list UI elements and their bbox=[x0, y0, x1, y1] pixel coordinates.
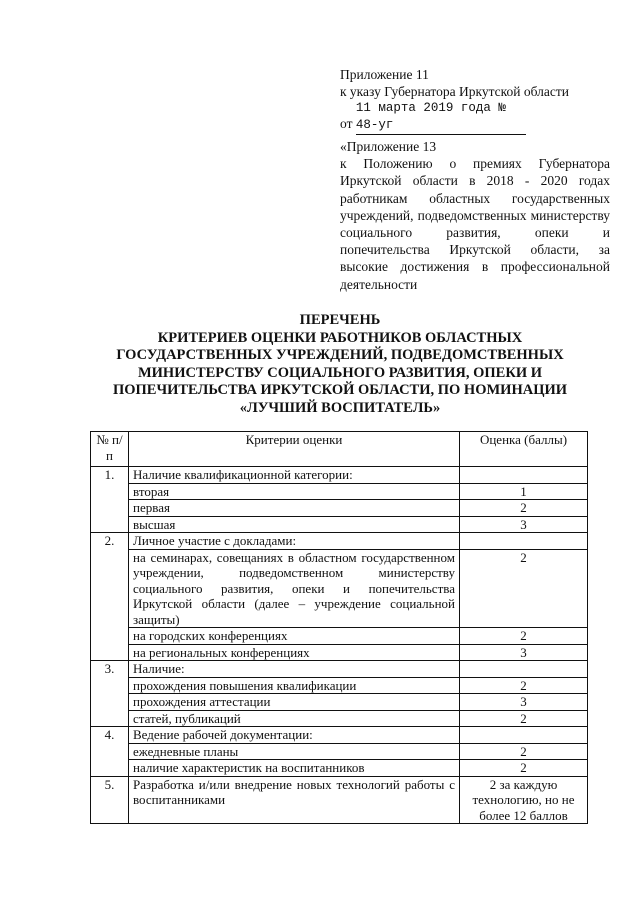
criterion-text: на городских конференциях bbox=[129, 628, 460, 645]
criterion-text: высшая bbox=[129, 516, 460, 533]
table-row bbox=[91, 743, 588, 760]
section-title: Разработка и/или внедрение новых технологий работы с воспитанниками bbox=[129, 776, 460, 824]
criteria-table bbox=[90, 431, 588, 824]
table-row bbox=[91, 549, 588, 628]
criterion-text: статей, публикаций bbox=[129, 710, 460, 727]
table-row bbox=[91, 727, 588, 744]
criterion-score: 3 bbox=[460, 694, 588, 711]
table-row bbox=[91, 694, 588, 711]
criterion-score: 3 bbox=[460, 516, 588, 533]
table-row bbox=[91, 628, 588, 645]
table-row bbox=[91, 500, 588, 517]
annex-from-label: от bbox=[340, 116, 353, 131]
criterion-text: на региональных конференциях bbox=[129, 644, 460, 661]
title-line6: «ЛУЧШИЙ ВОСПИТАТЕЛЬ» bbox=[239, 399, 441, 416]
header-num: № п/п bbox=[91, 432, 129, 467]
table-row bbox=[91, 760, 588, 777]
header-score: Оценка (баллы) bbox=[460, 432, 588, 467]
section-title: Ведение рабочей документации: bbox=[129, 727, 460, 744]
table-row bbox=[91, 516, 588, 533]
section-title: Наличие квалификационной категории: bbox=[129, 467, 460, 484]
section-number: 3. bbox=[91, 661, 129, 727]
criterion-text: ежедневные планы bbox=[129, 743, 460, 760]
section-number: 4. bbox=[91, 727, 129, 777]
criterion-text: вторая bbox=[129, 483, 460, 500]
criterion-score: 2 bbox=[460, 760, 588, 777]
score-cell-empty bbox=[460, 661, 588, 678]
score-cell-empty bbox=[460, 533, 588, 550]
criterion-text: прохождения аттестации bbox=[129, 694, 460, 711]
annex-date-line bbox=[340, 100, 610, 135]
criterion-score: 2 bbox=[460, 677, 588, 694]
criterion-score: 3 bbox=[460, 644, 588, 661]
criterion-score: 2 bbox=[460, 710, 588, 727]
table-row bbox=[91, 467, 588, 484]
header-criteria: Критерии оценки bbox=[129, 432, 460, 467]
criterion-text: прохождения повышения квалификации bbox=[129, 677, 460, 694]
criterion-score: 1 bbox=[460, 483, 588, 500]
annex-header bbox=[340, 66, 610, 135]
criterion-score: 2 bbox=[460, 628, 588, 645]
annex-inner-text: к Положению о премиях Губернатора Иркутской области в 2018 - 2020 годах работникам областных государственных учреждений, подведомственных министерству социального развития, опеки и попечительства Иркутской области, за высокие достижения в профессиональной деятельности bbox=[340, 156, 610, 292]
score-cell-empty bbox=[460, 727, 588, 744]
criterion-score: 2 bbox=[460, 549, 588, 628]
section-title: Наличие: bbox=[129, 661, 460, 678]
title-line1: ПЕРЕЧЕНЬ bbox=[299, 312, 381, 328]
title-line5: ПОПЕЧИТЕЛЬСТВА ИРКУТСКОЙ ОБЛАСТИ, ПО НОМИНАЦИИ bbox=[112, 382, 568, 398]
table-header-row bbox=[91, 432, 588, 467]
section-number: 2. bbox=[91, 533, 129, 661]
annex-date-number: 11 марта 2019 года № 48-уг bbox=[356, 100, 526, 135]
table-row bbox=[91, 483, 588, 500]
table-row bbox=[91, 661, 588, 678]
title-line3: ГОСУДАРСТВЕННЫХ УЧРЕЖДЕНИЙ, ПОДВЕДОМСТВЕННЫХ bbox=[116, 347, 564, 363]
annex-inner-line1: «Приложение 13 bbox=[340, 139, 437, 154]
document-title bbox=[90, 312, 590, 417]
title-line2: КРИТЕРИЕВ ОЦЕНКИ РАБОТНИКОВ ОБЛАСТНЫХ bbox=[157, 329, 523, 346]
criterion-text: наличие характеристик на воспитанников bbox=[129, 760, 460, 777]
section-title: Личное участие с докладами: bbox=[129, 533, 460, 550]
table-row bbox=[91, 677, 588, 694]
criterion-score: 2 bbox=[460, 743, 588, 760]
section-number: 1. bbox=[91, 467, 129, 533]
table-row bbox=[91, 533, 588, 550]
criterion-score: 2 за каждую технологию, но не более 12 баллов bbox=[460, 776, 588, 824]
score-cell-empty bbox=[460, 467, 588, 484]
table-row bbox=[91, 776, 588, 824]
criterion-text: на семинарах, совещаниях в областном государственном учреждении, подведомственном министерству социального развития, опеки и попечительства Иркутской области (далее – учреждение социальной защиты) bbox=[129, 549, 460, 628]
annex-line2: к указу Губернатора Иркутской области bbox=[340, 84, 569, 99]
criterion-score: 2 bbox=[460, 500, 588, 517]
table-row bbox=[91, 644, 588, 661]
criterion-text: первая bbox=[129, 500, 460, 517]
title-line4: МИНИСТЕРСТВУ СОЦИАЛЬНОГО РАЗВИТИЯ, ОПЕКИ И bbox=[137, 364, 543, 381]
section-number: 5. bbox=[91, 776, 129, 824]
annex-line1: Приложение 11 bbox=[340, 67, 429, 82]
annex-inner-header bbox=[340, 138, 610, 293]
table-row bbox=[91, 710, 588, 727]
